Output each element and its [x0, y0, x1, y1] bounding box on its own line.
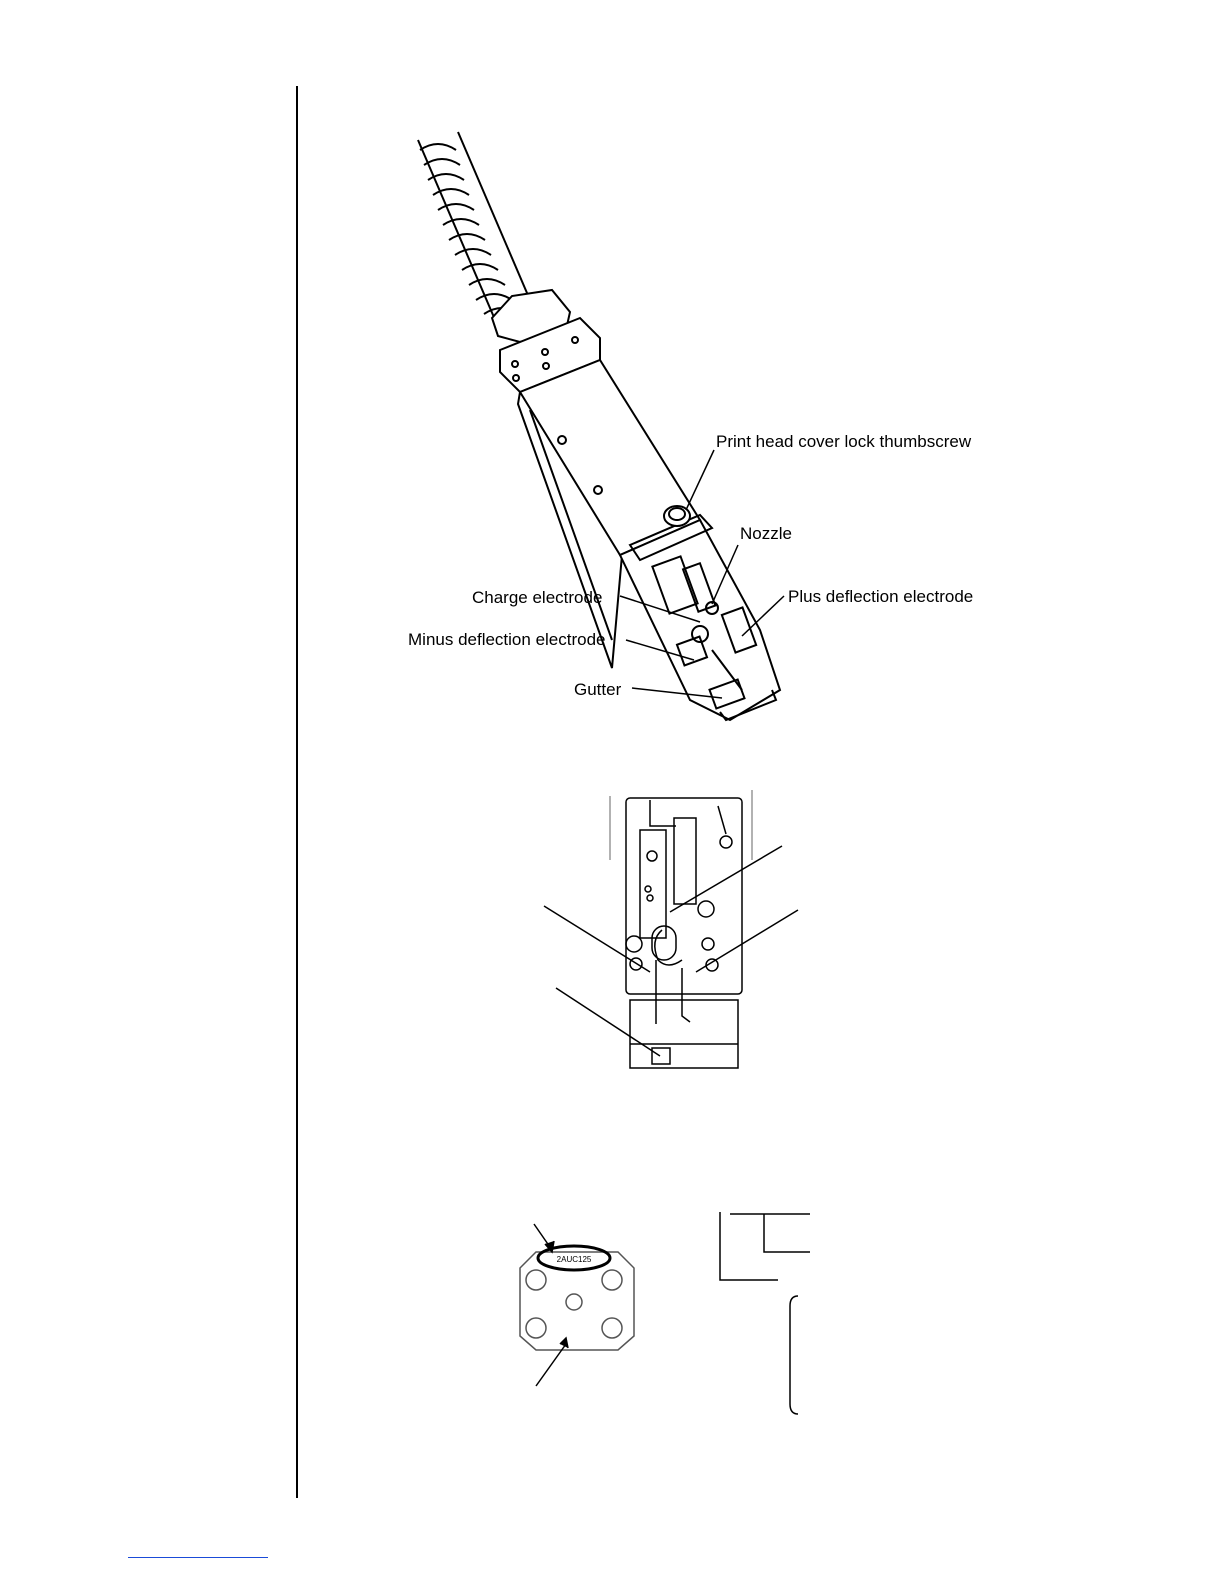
label-gutter: Gutter: [574, 680, 622, 699]
figure3-leaders: [534, 1224, 568, 1386]
label-thumbscrew: Print head cover lock thumbscrew: [716, 432, 972, 451]
head-front-view: [610, 790, 752, 1068]
label-minus-deflection: Minus deflection electrode: [408, 630, 606, 649]
conduit: [418, 132, 536, 322]
svg-text:2AUC125: 2AUC125: [556, 1255, 592, 1264]
code-bracket: [720, 1212, 810, 1414]
label-nozzle: Nozzle: [740, 524, 792, 543]
label-plus-deflection: Plus deflection electrode: [788, 587, 974, 606]
figure2-leaders: [544, 846, 798, 1056]
label-charge-electrode: Charge electrode: [472, 588, 603, 607]
nozzle-plate-illustration: [520, 1246, 634, 1350]
footer-link-underline: [128, 1557, 268, 1558]
